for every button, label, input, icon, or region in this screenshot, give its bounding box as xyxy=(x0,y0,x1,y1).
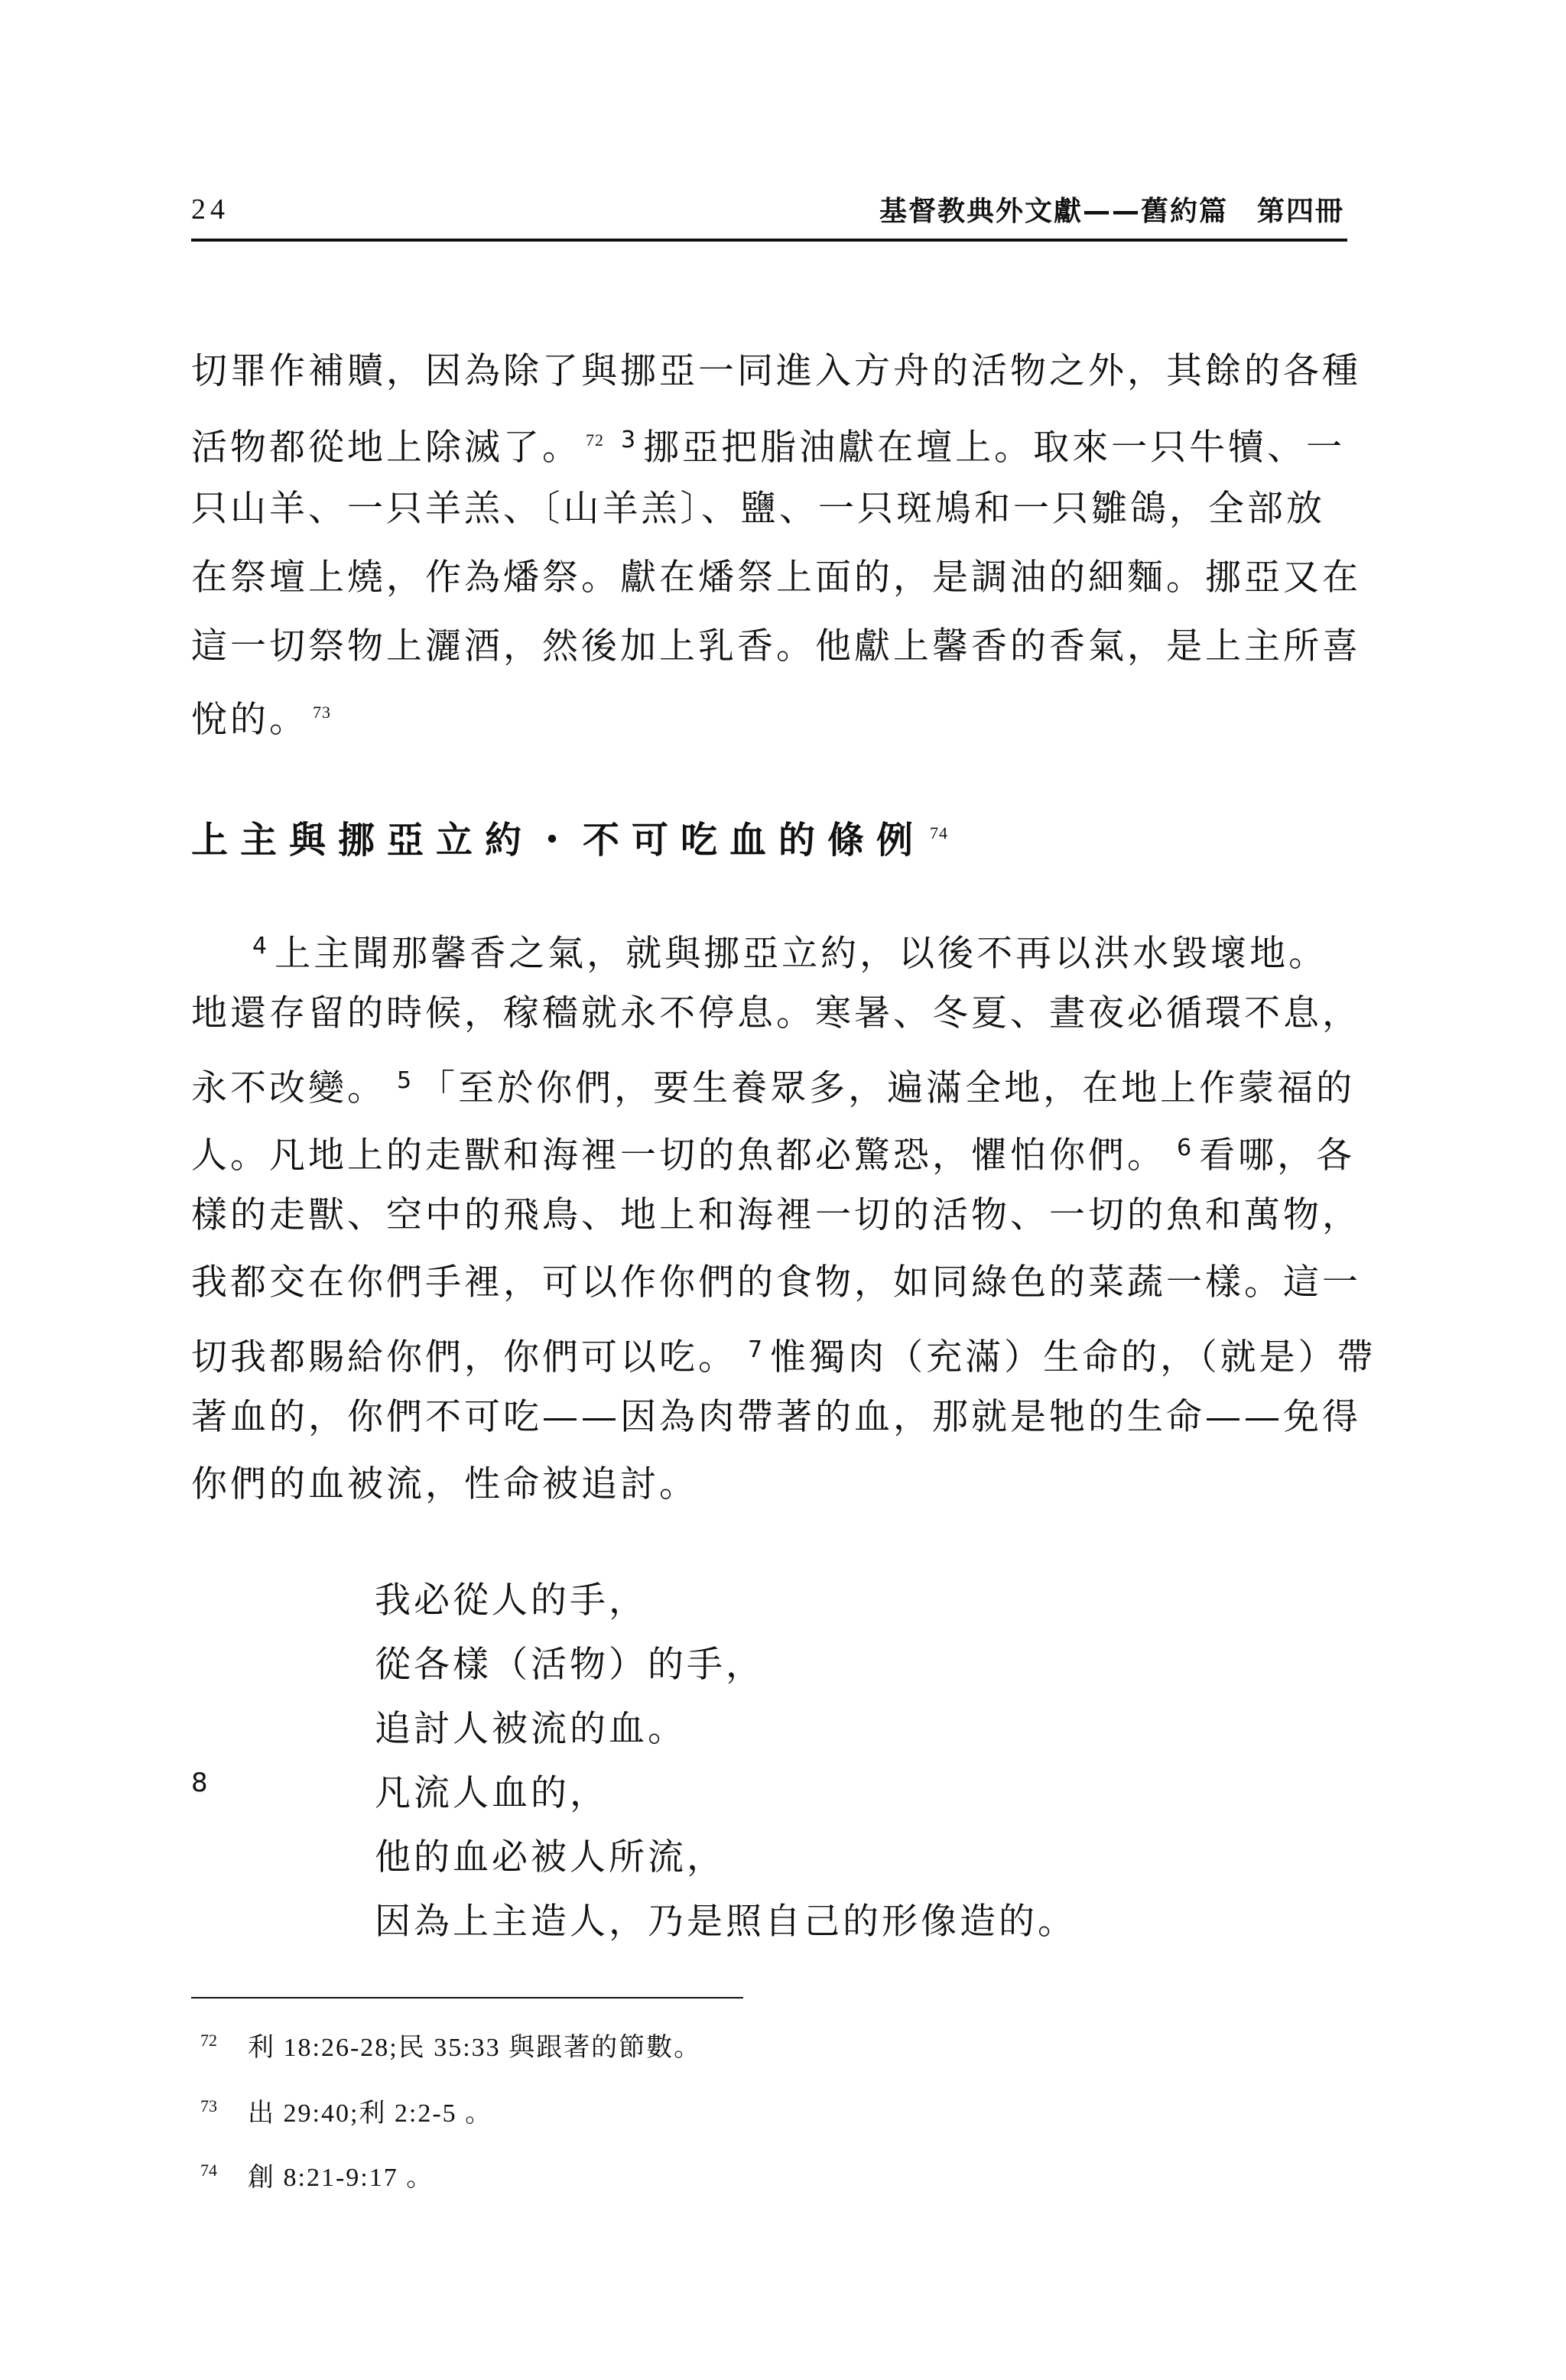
footnote-number: 74 xyxy=(200,2161,217,2180)
verse-number: 6 xyxy=(1177,1135,1192,1161)
paragraph-line: 這一切祭物上灑酒，然後加上乳香。他獻上馨香的香氣，是上主所喜 xyxy=(191,625,1361,667)
header-rule xyxy=(191,239,1347,242)
text-run: 看哪，各 xyxy=(1199,1135,1356,1177)
verse-number: 7 xyxy=(748,1336,763,1363)
paragraph-line: 你們的血被流，性命被追討。 xyxy=(191,1463,698,1505)
paragraph-line: 樣的走獸、空中的飛鳥、地上和海裡一切的活物、一切的魚和萬物， xyxy=(191,1194,1361,1236)
footnote-rule xyxy=(191,1997,743,1998)
paragraph-line: 著血的，你們不可吃——因為肉帶著的血，那就是牠的生命——免得 xyxy=(191,1396,1361,1438)
footnote-text: 利 18:26-28;民 35:33 與跟著的節數。 xyxy=(248,2034,702,2062)
paragraph-line xyxy=(191,1125,1355,1179)
verse-number: 3 xyxy=(621,427,636,453)
paragraph-line xyxy=(252,924,1327,977)
footnote-text: 出 29:40;利 2:2-5 。 xyxy=(248,2099,493,2128)
text-run: 永不改變。 xyxy=(191,1067,386,1109)
text-run: 悅的。 xyxy=(191,699,308,741)
paragraph-line xyxy=(191,417,1345,471)
running-title: 基督教典外文獻——舊約篇 第四冊 xyxy=(879,196,1344,227)
section-heading-title: 上主與挪亞立約・不可吃血的條例 xyxy=(191,819,926,862)
footnote-number: 72 xyxy=(200,2031,217,2050)
paragraph-line: 地還存留的時候，稼穡就永不停息。寒暑、冬夏、晝夜必循環不息， xyxy=(191,992,1361,1034)
text-run: 挪亞把脂油獻在壇上。取來一只牛犢、一 xyxy=(643,427,1346,469)
footnote-ref[interactable]: 72 xyxy=(586,430,604,450)
paragraph-line: 只山羊、一只羊羔、〔山羊羔〕、鹽、一只斑鳩和一只雛鴿，全部放 xyxy=(191,488,1325,530)
verse-number: 8 xyxy=(191,1768,208,1798)
text-run: 活物都從地上除滅了。 xyxy=(191,427,581,469)
footnote-text: 創 8:21-9:17 。 xyxy=(248,2164,434,2192)
text-run: 上主聞那馨香之氣，就與挪亞立約，以後不再以洪水毀壞地。 xyxy=(275,933,1328,975)
footnote-ref[interactable]: 74 xyxy=(930,823,949,843)
verse-number: 4 xyxy=(252,933,268,959)
poem-line: 他的血必被人所流， xyxy=(375,1836,726,1878)
footnote-ref[interactable]: 73 xyxy=(313,703,331,722)
paragraph-line xyxy=(191,690,337,743)
text-run: 人。凡地上的走獸和海裡一切的魚都必驚恐，懼怕你們。 xyxy=(191,1135,1166,1177)
section-heading xyxy=(191,810,954,863)
paragraph-line xyxy=(191,1058,1355,1112)
text-run: 惟獨肉（充滿）生命的，（就是）帶 xyxy=(770,1336,1376,1378)
page-number: 24 xyxy=(191,193,229,226)
poem-line: 我必從人的手， xyxy=(375,1580,648,1622)
poem-line: 從各樣（活物）的手， xyxy=(375,1644,765,1686)
text-run: 切我都賜給你們，你們可以吃。 xyxy=(191,1336,737,1378)
paragraph-line: 在祭壇上燒，作為燔祭。獻在燔祭上面的，是調油的細麵。挪亞又在 xyxy=(191,557,1361,599)
poem-line: 凡流人血的， xyxy=(375,1772,609,1814)
verse-number: 5 xyxy=(397,1067,412,1094)
paragraph-line: 切罪作補贖，因為除了與挪亞一同進入方舟的活物之外，其餘的各種 xyxy=(191,350,1361,392)
text-run: 「至於你們，要生養眾多，遍滿全地，在地上作蒙福的 xyxy=(419,1067,1356,1109)
poem-line: 追討人被流的血。 xyxy=(375,1708,687,1750)
paragraph-line xyxy=(191,1327,1376,1381)
paragraph-line: 我都交在你們手裡，可以作你們的食物，如同綠色的菜蔬一樣。這一 xyxy=(191,1261,1361,1304)
footnote-number: 73 xyxy=(200,2096,217,2115)
poem-line: 因為上主造人，乃是照自己的形像造的。 xyxy=(375,1901,1077,1943)
